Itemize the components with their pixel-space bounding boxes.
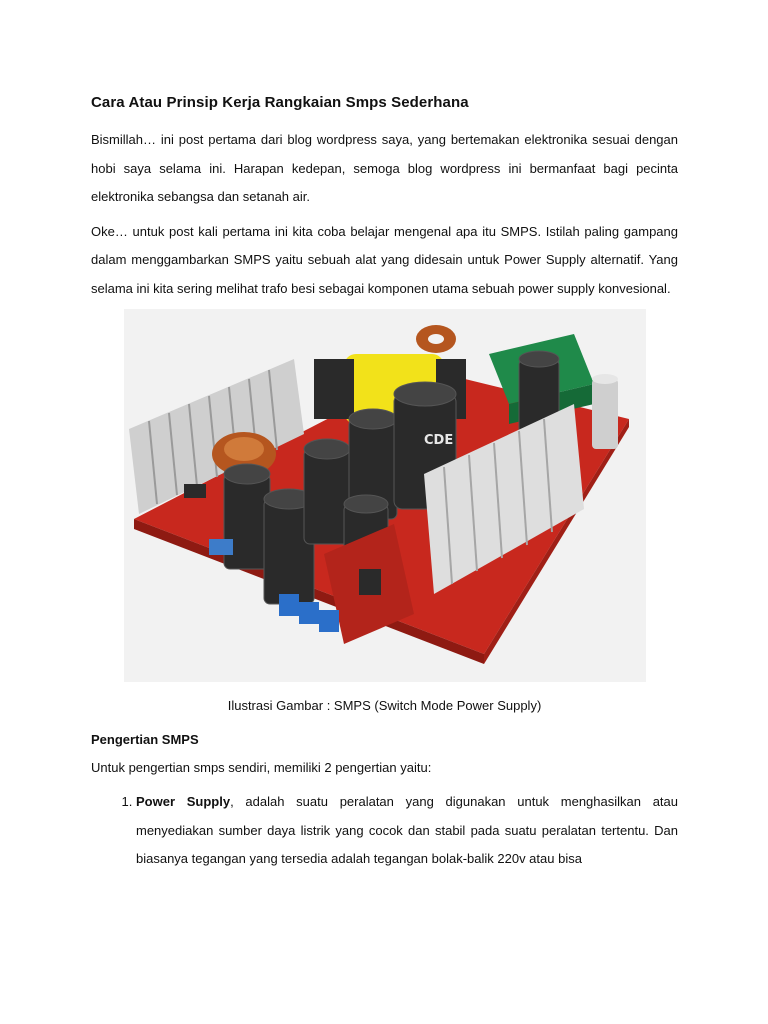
smps-photo xyxy=(124,309,646,682)
page-title: Cara Atau Prinsip Kerja Rangkaian Smps Sederhana xyxy=(91,94,469,111)
smps-board-illustration xyxy=(124,309,646,682)
list-item xyxy=(136,788,678,874)
aluminium-cylinder xyxy=(592,379,618,449)
small-transistor xyxy=(184,484,206,498)
definition-term: Power Supply xyxy=(136,794,231,809)
section-intro: Untuk pengertian smps sendiri, memiliki 2 pengertian yaitu: xyxy=(91,760,432,775)
paragraph-intro: Bismillah… ini post pertama dari blog wordpress saya, yang bertemakan elektronika sesuai dengan hobi saya selama ini. Harapan kedepan, semoga blog wordpress ini bermanfaat bagi pecinta elektronika sebangsa dan setanah air. xyxy=(91,132,678,204)
definition-text: , adalah suatu peralatan yang digunakan untuk menghasilkan atau menyediakan sumber daya listrik yang cocok dan stabil pada suatu peralatan tertentu. Dan biasanya tegangan yang tersedia adalah tegangan bolak-balik 220v atau bisa xyxy=(136,794,679,866)
section-heading: Pengertian SMPS xyxy=(91,732,199,747)
capacitor-brand-label: CDE xyxy=(424,433,454,448)
definition-list xyxy=(91,788,678,874)
small-capacitor-blue xyxy=(209,539,233,555)
figure-caption: Ilustrasi Gambar : SMPS (Switch Mode Power Supply) xyxy=(227,698,542,713)
paragraph-smps-overview: Oke… untuk post kali pertama ini kita coba belajar mengenal apa itu SMPS. Istilah paling gampang dalam menggambarkan SMPS yaitu sebuah alat yang didesain untuk Power Supply alternatif. Yang selama ini kita sering melihat trafo besi sebagai komponen utama sebuah power supply konvesional. xyxy=(91,223,678,296)
document-content xyxy=(91,92,678,874)
